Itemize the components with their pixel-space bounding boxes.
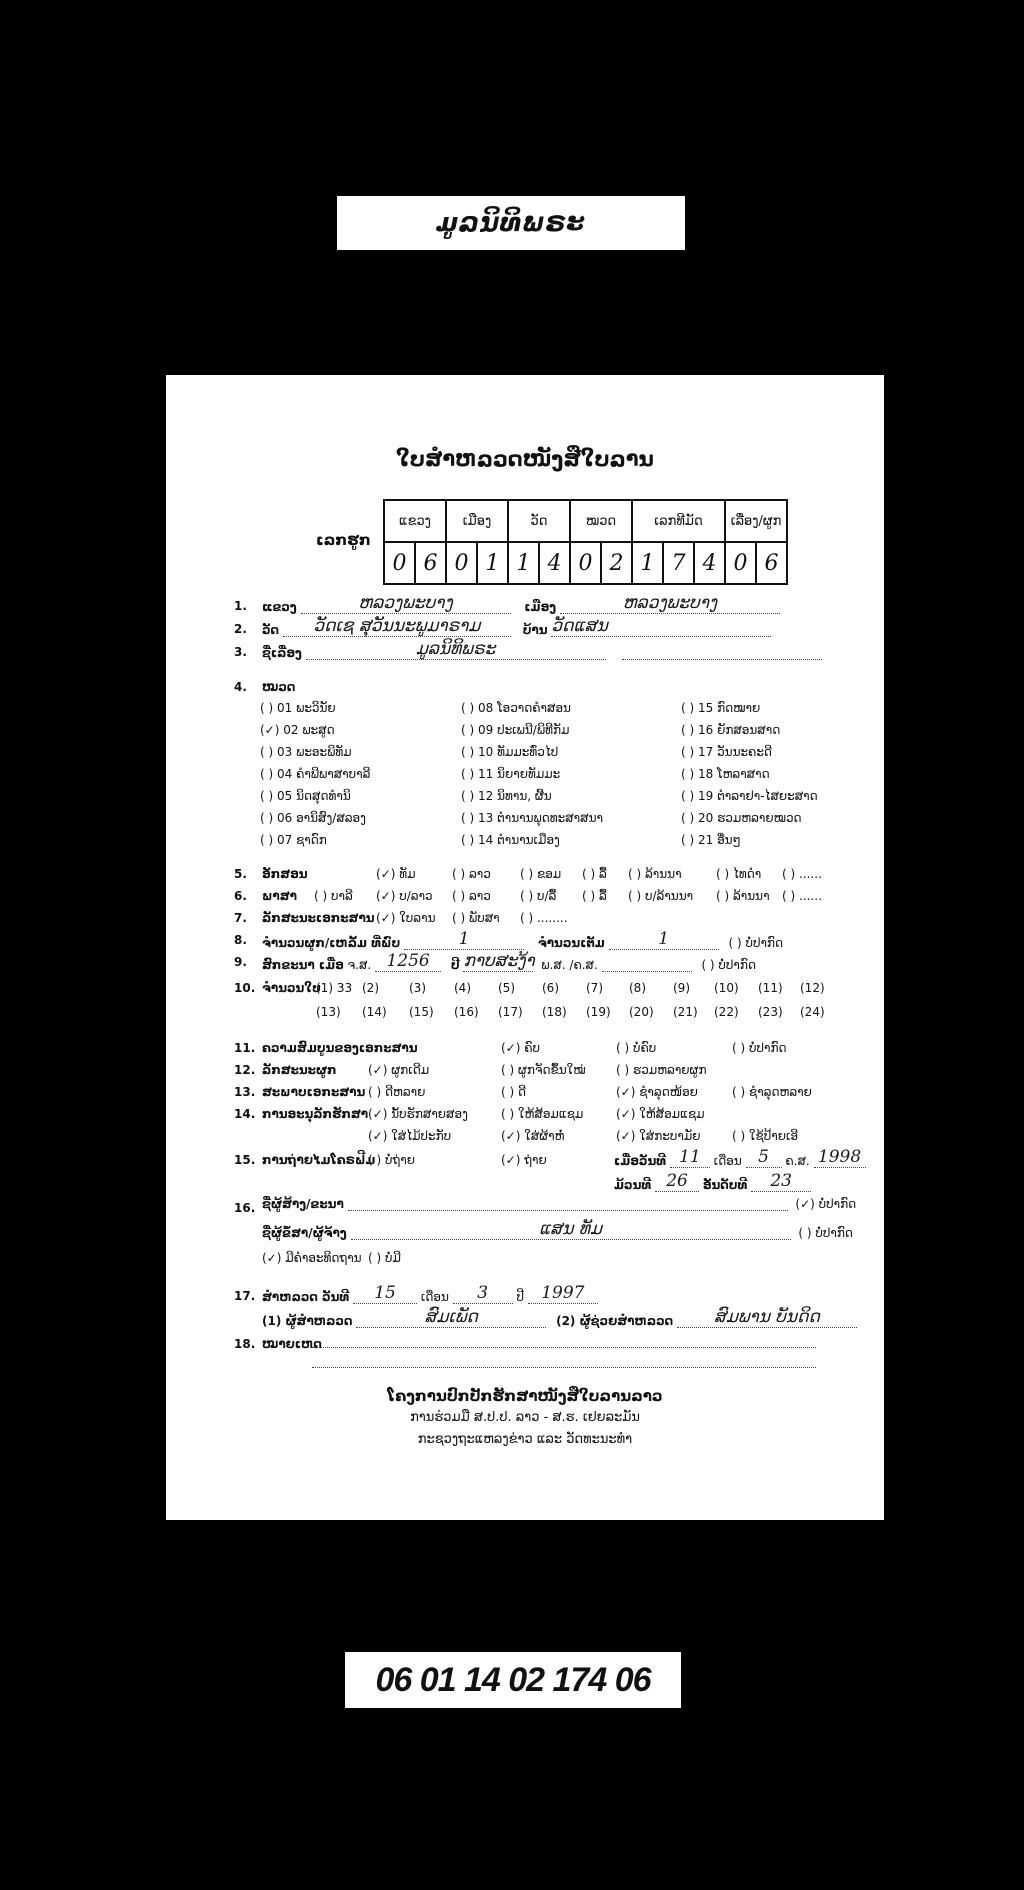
id-digit: 0 (570, 542, 601, 584)
district-label: ເມືອງ (524, 600, 557, 614)
condition-opt-slight: (✓) ຊຳລຸດໜ້ອຍ (616, 1085, 698, 1099)
leaves-r1-12: (12) (800, 981, 825, 995)
field-14-number: 14. (234, 1107, 256, 1121)
footer-cooperation: ການຮ່ວມມື ສ.ປ.ປ. ລາວ - ສ.ຮ. ເຢຍລະມັນ (410, 1410, 640, 1425)
field-13-number: 13. (234, 1085, 256, 1099)
assistant-surveyor-value: ສົມພານ ບັນດິດ (677, 1307, 857, 1328)
microfilm-frame-value: 23 (751, 1171, 811, 1192)
surveyor-label: (1) ຜູ້ສຳຫລວດ (262, 1314, 353, 1328)
id-header-row (384, 500, 787, 542)
category-05: ( ) 05 ນິດສຸດທຳນິ (260, 789, 351, 803)
condition-label: ສະພາບເອກະສານ (262, 1085, 366, 1099)
category-11: ( ) 11 ນິຍາຍທັມມະ (461, 767, 561, 781)
category-03: ( ) 03 ພະອະພິທັມ (260, 745, 352, 759)
completeness-label: ຄວາມສົມບູນຂອງເອກະສານ (262, 1041, 418, 1055)
field-province (262, 593, 780, 614)
surveyor-value: ສົມເພັດ (356, 1307, 546, 1328)
field-sponsor (262, 1219, 853, 1240)
category-16: ( ) 16 ຍັກສອນສາດ (681, 723, 781, 737)
conservation-opt-4: (✓) ໃສ່ໄມ້ປະກັບ (368, 1129, 452, 1143)
leaves-r2-22: (22) (714, 1005, 739, 1019)
language-opt-other: ( ) ...... (782, 889, 822, 903)
footer-ministry: ກະຊວງຖະແຫລງຂ່າວ ແລະ ວັດທະນະທຳ (417, 1432, 633, 1447)
prayer-opt-no: ( ) ບໍ່ມີ (368, 1251, 401, 1265)
category-10: ( ) 10 ທັມມະທົ່ວໄປ (461, 745, 559, 759)
conservation-label: ການອະນຸລັກຮັກສາ (262, 1107, 369, 1121)
province-label: ແຂວງ (262, 600, 297, 614)
field-dated (262, 951, 756, 972)
language-opt-pali-lue: ( ) ບ/ລື້ (520, 889, 557, 903)
survey-month-label: ເດືອນ (420, 1290, 449, 1304)
microfilm-reel-value: 26 (655, 1171, 699, 1192)
leaves-r2-15: (15) (409, 1005, 434, 1019)
bundle-type-opt-original: (✓) ຜູກເດີມ (368, 1063, 430, 1077)
field-7-number: 7. (234, 911, 247, 925)
category-09: ( ) 09 ປະເພນີ/ພິທີກັມ (461, 723, 570, 737)
leaves-r1-11: (11) (758, 981, 783, 995)
material-opt-palmleaf: (✓) ໃບລານ (376, 911, 436, 925)
category-21: ( ) 21 ອື່ນໆ (681, 833, 741, 847)
completeness-opt-unknown: ( ) ບໍ່ປາກົດ (732, 1041, 787, 1055)
category-01: ( ) 01 ພະວິນັຍ (260, 701, 336, 715)
sponsor-label: ຊື່ຜູ້ຂໍ້ສາ/ຜູ້ຈ້າງ (262, 1226, 347, 1240)
leaves-label: ຈຳນວນໃບ (262, 981, 321, 995)
field-5-number: 5. (234, 867, 247, 881)
field-10-number: 10. (234, 981, 256, 995)
category-04: ( ) 04 ຄຳພີພາສາບາລີ (260, 767, 371, 781)
id-header-category: ໝວດ (570, 500, 632, 542)
form-footer (166, 1385, 884, 1451)
field-12-number: 12. (234, 1063, 256, 1077)
field-4-number: 4. (234, 680, 247, 694)
field-8-number: 8. (234, 933, 247, 947)
document-id-table (383, 499, 788, 585)
id-digit: 7 (663, 542, 694, 584)
material-opt-other: ( ) ........ (520, 911, 568, 925)
microfilm-month: 5 (746, 1147, 782, 1168)
temple-value: ວັດເຊ ສຸວັນນະພູມາຣາມ (283, 616, 511, 637)
id-digit-row (384, 542, 787, 584)
leaves-r1-5: (5) (498, 981, 515, 995)
dated-unknown-opt: ( ) ບໍ່ປາກົດ (701, 958, 756, 972)
surveyors (262, 1307, 857, 1328)
conservation-opt-2: ( ) ໃຫ້ສ້ອມແຊມ (501, 1107, 584, 1121)
category-12: ( ) 12 ນິທານ, ຜີ້ນ (461, 789, 552, 803)
script-label: ອັກສອນ (262, 867, 308, 881)
leaves-r2-24: (24) (800, 1005, 825, 1019)
language-opt-lanna: ( ) ລ້ານນາ (716, 889, 770, 903)
id-digit: 6 (415, 542, 446, 584)
leaves-r1-6: (6) (542, 981, 559, 995)
sponsor-unknown-opt: ( ) ບໍ່ປາກົດ (798, 1226, 853, 1240)
id-digit: 2 (601, 542, 632, 584)
scribe-label: ຊື່ຜູ້ສ້າງ/ຂະນາ (262, 1197, 344, 1211)
completeness-opt-incomplete: ( ) ບໍ່ຄົບ (616, 1041, 657, 1055)
title-value: ມູລນິທິພຣະ (306, 639, 606, 660)
microfilm-opt-no: ( ) ບໍ່ຖ່າຍ (368, 1153, 415, 1167)
category-label: ໝວດ (262, 680, 296, 694)
survey-date-label: ສຳຫລວດ ວັນທີ (262, 1290, 350, 1304)
survey-month: 3 (453, 1283, 513, 1304)
field-6-number: 6. (234, 889, 247, 903)
category-07: ( ) 07 ຊາດົກ (260, 833, 327, 847)
category-14: ( ) 14 ຕຳນານເມືອງ (461, 833, 560, 847)
microfilm-day: 11 (670, 1147, 710, 1168)
leaves-r1-4: (4) (454, 981, 471, 995)
id-digit: 6 (756, 542, 787, 584)
language-label: ພາສາ (262, 889, 297, 903)
leaves-r1-1: (1) 33 (316, 981, 353, 995)
microfilm-date (614, 1147, 866, 1168)
language-opt-lao: ( ) ລາວ (452, 889, 491, 903)
field-9-number: 9. (234, 955, 247, 969)
dated-year-value: 1256 (375, 951, 441, 972)
bundles-unknown-opt: ( ) ບໍ່ປາກົດ (728, 936, 784, 950)
temple-label: ວັດ (262, 623, 280, 637)
manuscript-number-label: 06 01 14 02 174 06 (345, 1652, 681, 1708)
field-17-number: 17. (234, 1289, 256, 1303)
bundle-type-label: ລັກສະນະຜູກ (262, 1063, 337, 1077)
microfilm-label: ການຖ່າຍໄມໂຄຣຟີມ (262, 1153, 376, 1167)
microfilm-year: 1998 (814, 1147, 866, 1168)
id-header-temple: ວັດ (508, 500, 570, 542)
title-label: ຊື່ເລື່ອງ (262, 646, 302, 660)
bundle-type-opt-new: ( ) ຜູກຈັດຂຶ້ນໃໝ່ (501, 1063, 586, 1077)
bundles-total-label: ຈຳນວນເຕັມ (537, 936, 605, 950)
field-bundles (262, 929, 783, 950)
script-opt-lue: ( ) ລື້ (582, 867, 607, 881)
id-digit: 4 (539, 542, 570, 584)
id-digit: 0 (725, 542, 756, 584)
field-11-number: 11. (234, 1041, 256, 1055)
material-opt-paper: ( ) ພັບສາ (452, 911, 500, 925)
script-opt-taidam: ( ) ໄທດຳ (716, 867, 762, 881)
document-number-label: ເລກຮູກ (316, 531, 371, 549)
microfilm-month-label: ເດືອນ (713, 1154, 742, 1168)
language-opt-lue: ( ) ລື້ (582, 889, 607, 903)
remarks-line-1 (312, 1347, 816, 1348)
assistant-surveyor-label: (2) ຜູ້ຊ່ວຍສຳຫລວດ (556, 1314, 674, 1328)
field-temple (262, 616, 771, 637)
field-16-number: 16. (234, 1201, 256, 1215)
id-digit: 0 (446, 542, 477, 584)
id-digit: 1 (508, 542, 539, 584)
microfilm-reel-label: ມ້ວນທີ (614, 1178, 652, 1192)
id-header-bundle: ເລກທີມັດ (632, 500, 725, 542)
conservation-opt-7: ( ) ໃຊ້ປ້າຍເອີ (732, 1129, 799, 1143)
footer-project: ໂຄງການປົກປັກຮັກສາໜັງສືໃບລານລາວ (387, 1387, 663, 1405)
era-label: ຈ.ສ. (347, 958, 372, 972)
survey-year: 1997 (528, 1283, 598, 1304)
survey-day: 15 (353, 1283, 417, 1304)
script-opt-lao: ( ) ລາວ (452, 867, 491, 881)
field-3-number: 3. (234, 645, 247, 659)
language-opt-pali-lanna: ( ) ບ/ລ້ານນາ (628, 889, 694, 903)
scribe-line (348, 1210, 788, 1211)
script-opt-tham: (✓) ທັມ (376, 867, 416, 881)
id-header-fascicle: ເລື່ອງ/ຜູກ (725, 500, 787, 542)
material-label: ລັກສະນະເອກະສານ (262, 911, 375, 925)
category-06: ( ) 06 ອານິສົງ/ສລອງ (260, 811, 366, 825)
category-19: ( ) 19 ຕຳລາຢາ-ໄສຍະສາດ (681, 789, 818, 803)
dated-cycle-value: ກາບສະງ້າ (463, 951, 535, 971)
microfilm-reel (614, 1171, 811, 1192)
dated-be-ad-label: ພ.ສ. /ຄ.ສ. (541, 958, 598, 972)
leaves-r1-2: (2) (362, 981, 379, 995)
scribe-unknown-opt: (✓) ບໍ່ປາກົດ (795, 1197, 857, 1211)
bundles-found-value: 1 (404, 929, 524, 950)
category-20: ( ) 20 ຮວມຫລາຍໝວດ (681, 811, 802, 825)
district-value: ຫລວງພະບາງ (560, 593, 780, 614)
leaves-r2-14: (14) (362, 1005, 387, 1019)
id-header-province: ແຂວງ (384, 500, 446, 542)
remarks-line-2 (312, 1367, 816, 1368)
remarks-label: ໝາຍເຫດ (262, 1337, 322, 1351)
microfilm-opt-yes: (✓) ຖ່າຍ (501, 1153, 547, 1167)
survey-date (262, 1283, 598, 1304)
field-2-number: 2. (234, 622, 247, 636)
village-label: ບ້ານ (522, 623, 548, 637)
language-opt-pali: ( ) ບາລີ (314, 889, 353, 903)
script-opt-khom: ( ) ຂອມ (520, 867, 562, 881)
category-13: ( ) 13 ຕຳນານພຸດທະສາສນາ (461, 811, 603, 825)
condition-opt-good: ( ) ດີ (501, 1085, 527, 1099)
id-digit: 0 (384, 542, 415, 584)
microfilm-date-label: ເມື່ອວັນທີ (614, 1154, 667, 1168)
script-opt-lanna: ( ) ລ້ານນາ (628, 867, 682, 881)
leaves-r1-3: (3) (409, 981, 426, 995)
leaves-r2-16: (16) (454, 1005, 479, 1019)
leaves-r2-21: (21) (673, 1005, 698, 1019)
script-opt-other: ( ) ...... (782, 867, 822, 881)
conservation-opt-3: (✓) ໃຫ້ສ້ອມແຊມ (616, 1107, 705, 1121)
conservation-opt-1: (✓) ນັ້ບຮັກສາຍສອງ (368, 1107, 468, 1121)
completeness-opt-complete: (✓) ຄົບ (501, 1041, 540, 1055)
leaves-r1-9: (9) (673, 981, 690, 995)
title-extra-line (622, 659, 822, 660)
field-18-number: 18. (234, 1337, 256, 1351)
dated-be-ad-line (602, 971, 692, 972)
leaves-r2-20: (20) (629, 1005, 654, 1019)
microfilm-frame-label: ອັນດັບທີ (702, 1178, 748, 1192)
category-02: (✓) 02 ພະສູດ (260, 723, 335, 737)
field-scribe (262, 1197, 856, 1211)
survey-form (166, 375, 884, 1520)
leaves-r1-7: (7) (586, 981, 603, 995)
category-08: ( ) 08 ໂອວາດຄຳສອນ (461, 701, 571, 715)
conservation-opt-6: (✓) ໃສ່ກະບາມັຍ (616, 1129, 701, 1143)
microfilm-year-label: ຄ.ສ. (785, 1154, 810, 1168)
field-title (262, 639, 822, 660)
leaves-r2-18: (18) (542, 1005, 567, 1019)
condition-opt-heavy: ( ) ຊຳລຸດຫລາຍ (732, 1085, 812, 1099)
leaves-r2-23: (23) (758, 1005, 783, 1019)
sponsor-value: ແສນ ທັມ (351, 1219, 791, 1240)
language-opt-pali-lao: (✓) ບ/ລາວ (376, 889, 433, 903)
id-header-district: ເມືອງ (446, 500, 508, 542)
id-digit: 1 (477, 542, 508, 584)
leaves-r2-13: (13) (316, 1005, 341, 1019)
prayer-opt-yes: (✓) ມີຄຳອະທິດຖານ (262, 1251, 362, 1265)
dated-label: ສົກຂະນາ ເມື່ອ (262, 958, 344, 972)
leaves-r2-17: (17) (498, 1005, 523, 1019)
category-15: ( ) 15 ກົດໝາຍ (681, 701, 761, 715)
bundles-total-value: 1 (609, 929, 719, 950)
conservation-opt-5: (✓) ໃສ່ຜ້າຫໍ່ (501, 1129, 565, 1143)
category-18: ( ) 18 ໂຫລາສາດ (681, 767, 770, 781)
leaves-r1-10: (10) (714, 981, 739, 995)
id-digit: 1 (632, 542, 663, 584)
category-17: ( ) 17 ວັນນະຄະດີ (681, 745, 772, 759)
leaves-r2-19: (19) (586, 1005, 611, 1019)
village-value: ວັດແສນ (551, 616, 771, 637)
field-1-number: 1. (234, 599, 247, 613)
field-15-number: 15. (234, 1153, 256, 1167)
bundle-type-opt-multi: ( ) ຮວມຫລາຍຜູກ (616, 1063, 707, 1077)
survey-year-label: ປີ (516, 1290, 525, 1304)
condition-opt-verygood: ( ) ດີຫລາຍ (368, 1085, 426, 1099)
province-value: ຫລວງພະບາງ (301, 593, 511, 614)
leaves-r1-8: (8) (629, 981, 646, 995)
dated-cycle-label: ປີ (450, 958, 460, 972)
id-digit: 4 (694, 542, 725, 584)
bundles-found-label: ຈຳນວນຜູກ/ເຫລັ້ມ ທີ່ພົບ (262, 936, 401, 950)
header-label: ມູລນິທິພຣະ (337, 196, 685, 250)
form-title: ໃບສຳຫລວດໜັງສືໃບລານ (396, 447, 654, 471)
